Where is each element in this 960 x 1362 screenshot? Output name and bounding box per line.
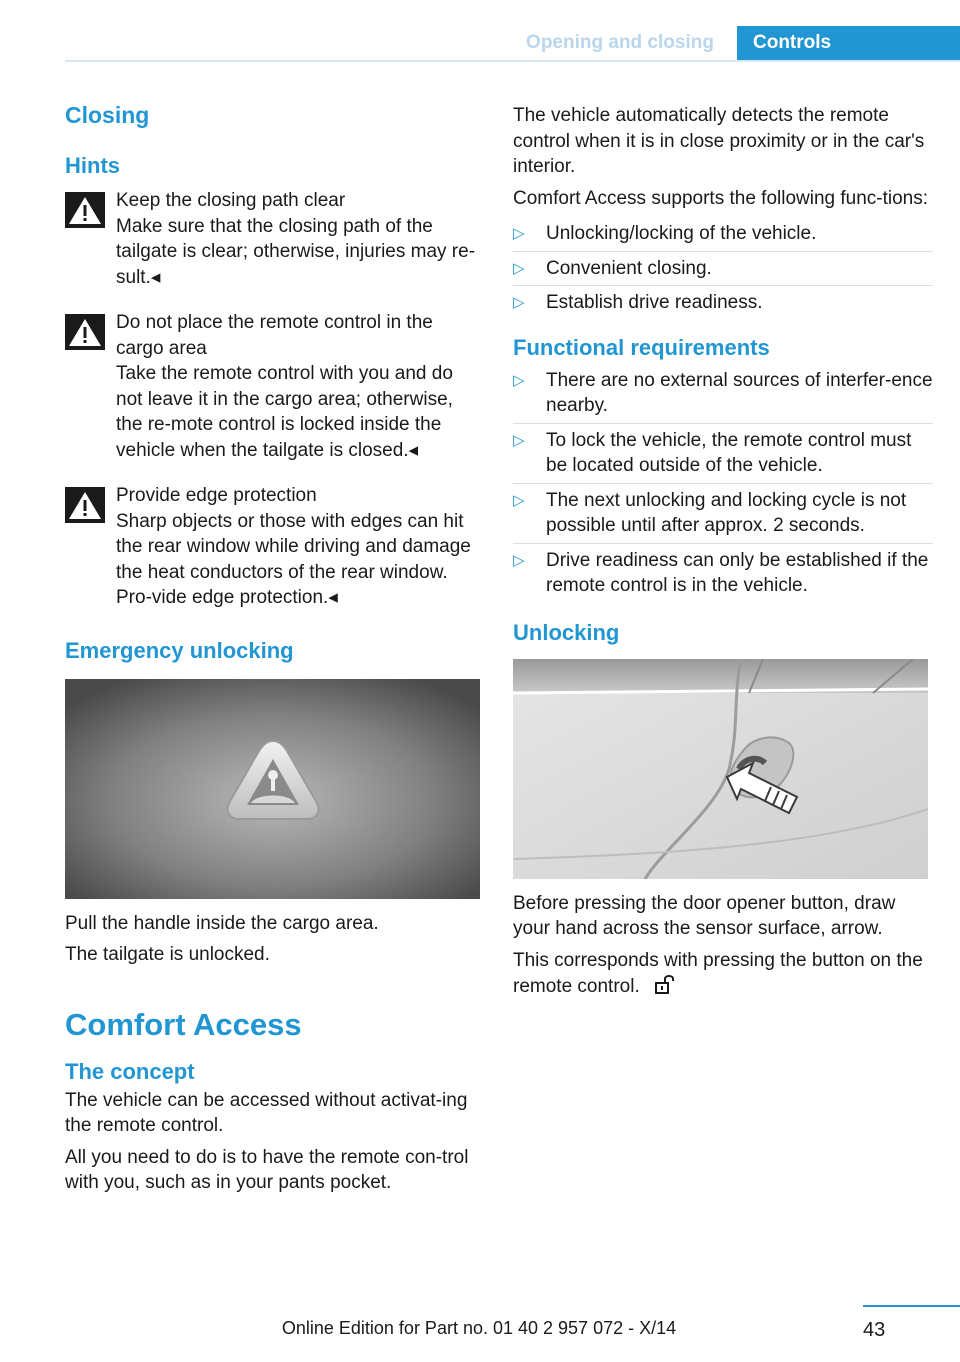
- emergency-release-handle-image: [65, 679, 480, 899]
- emergency-unlocking-heading: Emergency unlocking: [65, 637, 294, 663]
- emergency-text: Pull the handle inside the cargo area.: [65, 912, 379, 934]
- concept-text: The vehicle can be accessed without activat-ing the remote control.: [65, 1089, 468, 1136]
- concept-heading: The concept: [65, 1058, 195, 1084]
- warning-body: Make sure that the closing path of the tailgate is clear; otherwise, injuries may re-sult.◂: [116, 215, 476, 288]
- list-item: ▷ To lock the vehicle, the remote control must be located outside of the vehicle.: [513, 424, 933, 484]
- tab-controls[interactable]: Controls: [737, 26, 960, 62]
- warning-title: Do not place the remote control in the cargo area: [116, 312, 433, 359]
- emergency-text: The tailgate is unlocked.: [65, 944, 270, 965]
- requirements-list: [513, 364, 933, 603]
- warning-block: [65, 310, 480, 463]
- comfort-access-heading: Comfort Access: [65, 1006, 302, 1042]
- intro-text: Comfort Access supports the following func-tions:: [513, 187, 929, 209]
- unlocking-heading: Unlocking: [513, 619, 620, 645]
- closing-heading: Closing: [65, 102, 150, 128]
- unlock-padlock-icon: [653, 973, 677, 995]
- warning-block: [65, 188, 480, 290]
- list-item: ▷ Unlocking/locking of the vehicle.: [513, 217, 933, 252]
- triangle-bullet-icon: ▷: [513, 259, 525, 277]
- unlocking-text: This corresponds with pressing the button on the remote control.: [513, 949, 923, 997]
- triangle-bullet-icon: ▷: [513, 491, 525, 509]
- triangle-bullet-icon: ▷: [513, 431, 525, 449]
- concept-text: All you need to do is to have the remote con-trol with you, such as in your pants pocket.: [65, 1146, 469, 1193]
- warning-title: Provide edge protection: [116, 485, 317, 506]
- warning-block: [65, 483, 480, 611]
- warning-body: Sharp objects or those with edges can hit the rear window while driving and damage the heat conductors of the rear window. Pro-vide edge protection.◂: [116, 510, 471, 608]
- list-item: ▷ Drive readiness can only be established if the remote control is in the vehicle.: [513, 549, 929, 596]
- triangle-bullet-icon: ▷: [513, 551, 525, 569]
- warning-triangle-icon: [65, 314, 105, 350]
- tab-opening-and-closing[interactable]: Opening and closing: [526, 32, 714, 53]
- triangle-bullet-icon: ▷: [513, 225, 525, 242]
- list-item: ▷ There are no external sources of interfer-ence nearby.: [513, 364, 933, 424]
- warning-body: Take the remote control with you and do not leave it in the cargo area; otherwise, the re-mote control is locked inside the vehicle when the tailgate is closed.◂: [116, 363, 453, 461]
- page-number: 43: [863, 1319, 886, 1341]
- triangle-bullet-icon: ▷: [513, 294, 525, 311]
- hints-heading: Hints: [65, 153, 120, 178]
- triangle-bullet-icon: ▷: [513, 371, 525, 389]
- warning-title: Keep the closing path clear: [116, 190, 346, 211]
- door-handle-sensor-image: [513, 659, 928, 879]
- list-item: ▷ Establish drive readiness.: [513, 286, 933, 320]
- left-column: [65, 100, 480, 1202]
- functions-list: [513, 217, 933, 320]
- warning-triangle-icon: [65, 487, 105, 523]
- footer-rule: [863, 1305, 960, 1307]
- unlocking-text: Before pressing the door opener button, draw your hand across the sensor surface, arrow.: [513, 892, 896, 939]
- edition-footer: Online Edition for Part no. 01 40 2 957 072 - X/14: [281, 1318, 677, 1338]
- header-rule: [65, 60, 960, 62]
- right-column: [513, 103, 933, 1006]
- list-item: ▷ Convenient closing.: [513, 252, 933, 287]
- functional-requirements-heading: Functional requirements: [513, 334, 770, 360]
- warning-triangle-icon: [65, 192, 105, 228]
- list-item: ▷ The next unlocking and locking cycle is not possible until after approx. 2 seconds.: [513, 484, 933, 544]
- intro-text: The vehicle automatically detects the remote control when it is in close proximity or in the car's interior.: [513, 105, 925, 177]
